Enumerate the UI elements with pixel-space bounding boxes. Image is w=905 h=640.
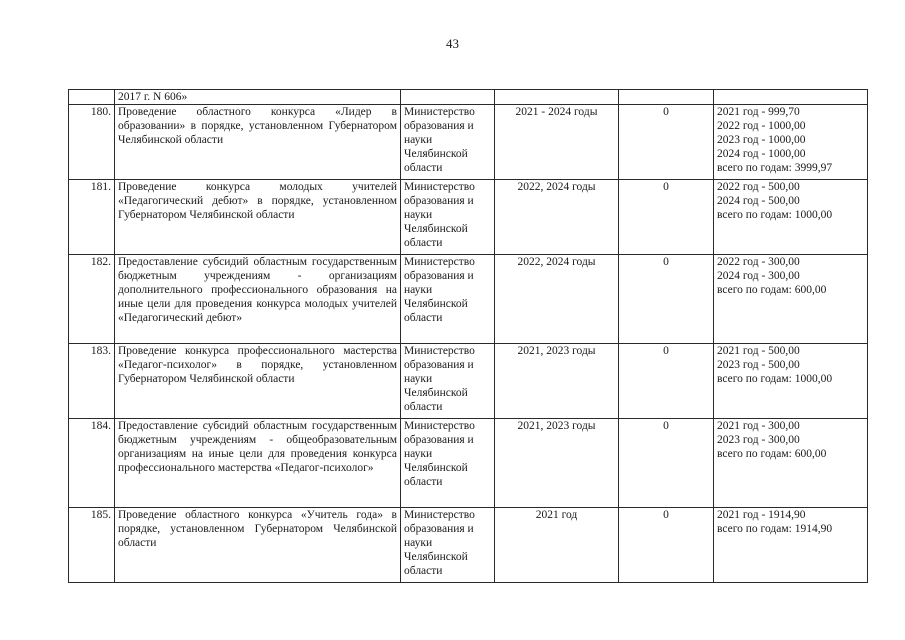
cell-fin [714,419,868,508]
fin-line: всего по годам: 1000,00 [717,373,833,385]
cell-years: 2022, 2024 годы [495,180,619,255]
program-table [68,89,868,583]
fin-line: 2021 год - 1914,90 [717,509,806,521]
cell-num: 181. [69,180,115,255]
cell-resp: Министерство образования и науки Челябинской области [401,180,495,255]
cell-resp [401,90,495,105]
cell-num: 185. [69,508,115,583]
cell-zero: 0 [619,105,714,180]
fin-line: 2023 год - 1000,00 [717,134,806,146]
fin-line: 2021 год - 500,00 [717,345,800,357]
fin-line: 2024 год - 300,00 [717,270,800,282]
cell-zero: 0 [619,419,714,508]
cell-name: Предоставление субсидий областным государственным бюджетным учреждениям - организациям дополнительного профессионального образования на иные цели для проведения конкурса молодых учителей «Педагогический дебют» [115,255,401,344]
cell-fin [714,508,868,583]
fin-line: 2023 год - 300,00 [717,434,800,446]
table-row [69,255,868,344]
fin-line: всего по годам: 600,00 [717,284,827,296]
fin-line: всего по годам: 3999,97 [717,162,833,174]
fin-line: 2021 год - 300,00 [717,420,800,432]
cell-name: Проведение областного конкурса «Лидер в образовании» в порядке, установленном Губернатором Челябинской области [115,105,401,180]
table-row-continuation [69,90,868,105]
cell-resp: Министерство образования и науки Челябинской области [401,344,495,419]
cell-name: Предоставление субсидий областным государственным бюджетным учреждениям - общеобразовательным организациям на иные цели для проведения конкурса профессионального мастерства «Педагог-психолог» [115,419,401,508]
cell-fin [714,105,868,180]
fin-line: всего по годам: 1914,90 [717,523,833,535]
cell-zero [619,90,714,105]
cell-num: 184. [69,419,115,508]
cell-zero: 0 [619,255,714,344]
table-body [69,90,868,583]
cell-fin [714,255,868,344]
fin-line: всего по годам: 1000,00 [717,209,833,221]
table-row [69,419,868,508]
cell-name: Проведение конкурса профессионального мастерства «Педагог-психолог» в порядке, установленном Губернатором Челябинской области [115,344,401,419]
table-row [69,344,868,419]
cell-years [495,90,619,105]
fin-line: 2022 год - 1000,00 [717,120,806,132]
cell-name: 2017 г. N 606» [115,90,401,105]
fin-line: 2023 год - 500,00 [717,359,800,371]
cell-years: 2021 - 2024 годы [495,105,619,180]
cell-fin [714,344,868,419]
cell-zero: 0 [619,344,714,419]
cell-resp: Министерство образования и науки Челябинской области [401,255,495,344]
table-row [69,180,868,255]
cell-fin [714,180,868,255]
cell-zero: 0 [619,508,714,583]
cell-years: 2022, 2024 годы [495,255,619,344]
cell-name: Проведение областного конкурса «Учитель года» в порядке, установленном Губернатором Челябинской области [115,508,401,583]
table-row [69,105,868,180]
cell-num: 183. [69,344,115,419]
cell-resp: Министерство образования и науки Челябинской области [401,105,495,180]
fin-line: 2024 год - 1000,00 [717,148,806,160]
cell-years: 2021, 2023 годы [495,419,619,508]
cell-resp: Министерство образования и науки Челябинской области [401,419,495,508]
cell-zero: 0 [619,180,714,255]
cell-resp: Министерство образования и науки Челябинской области [401,508,495,583]
table-row [69,508,868,583]
fin-line: 2022 год - 300,00 [717,256,800,268]
fin-line: 2022 год - 500,00 [717,181,800,193]
cell-fin [714,90,868,105]
fin-line: 2021 год - 999,70 [717,106,800,118]
cell-years: 2021, 2023 годы [495,344,619,419]
fin-line: 2024 год - 500,00 [717,195,800,207]
cell-num: 180. [69,105,115,180]
cell-num [69,90,115,105]
cell-years: 2021 год [495,508,619,583]
page-number: 43 [446,36,459,51]
cell-num: 182. [69,255,115,344]
cell-name: Проведение конкурса молодых учителей «Педагогический дебют» в порядке, установленном Губернатором Челябинской области [115,180,401,255]
fin-line: всего по годам: 600,00 [717,448,827,460]
